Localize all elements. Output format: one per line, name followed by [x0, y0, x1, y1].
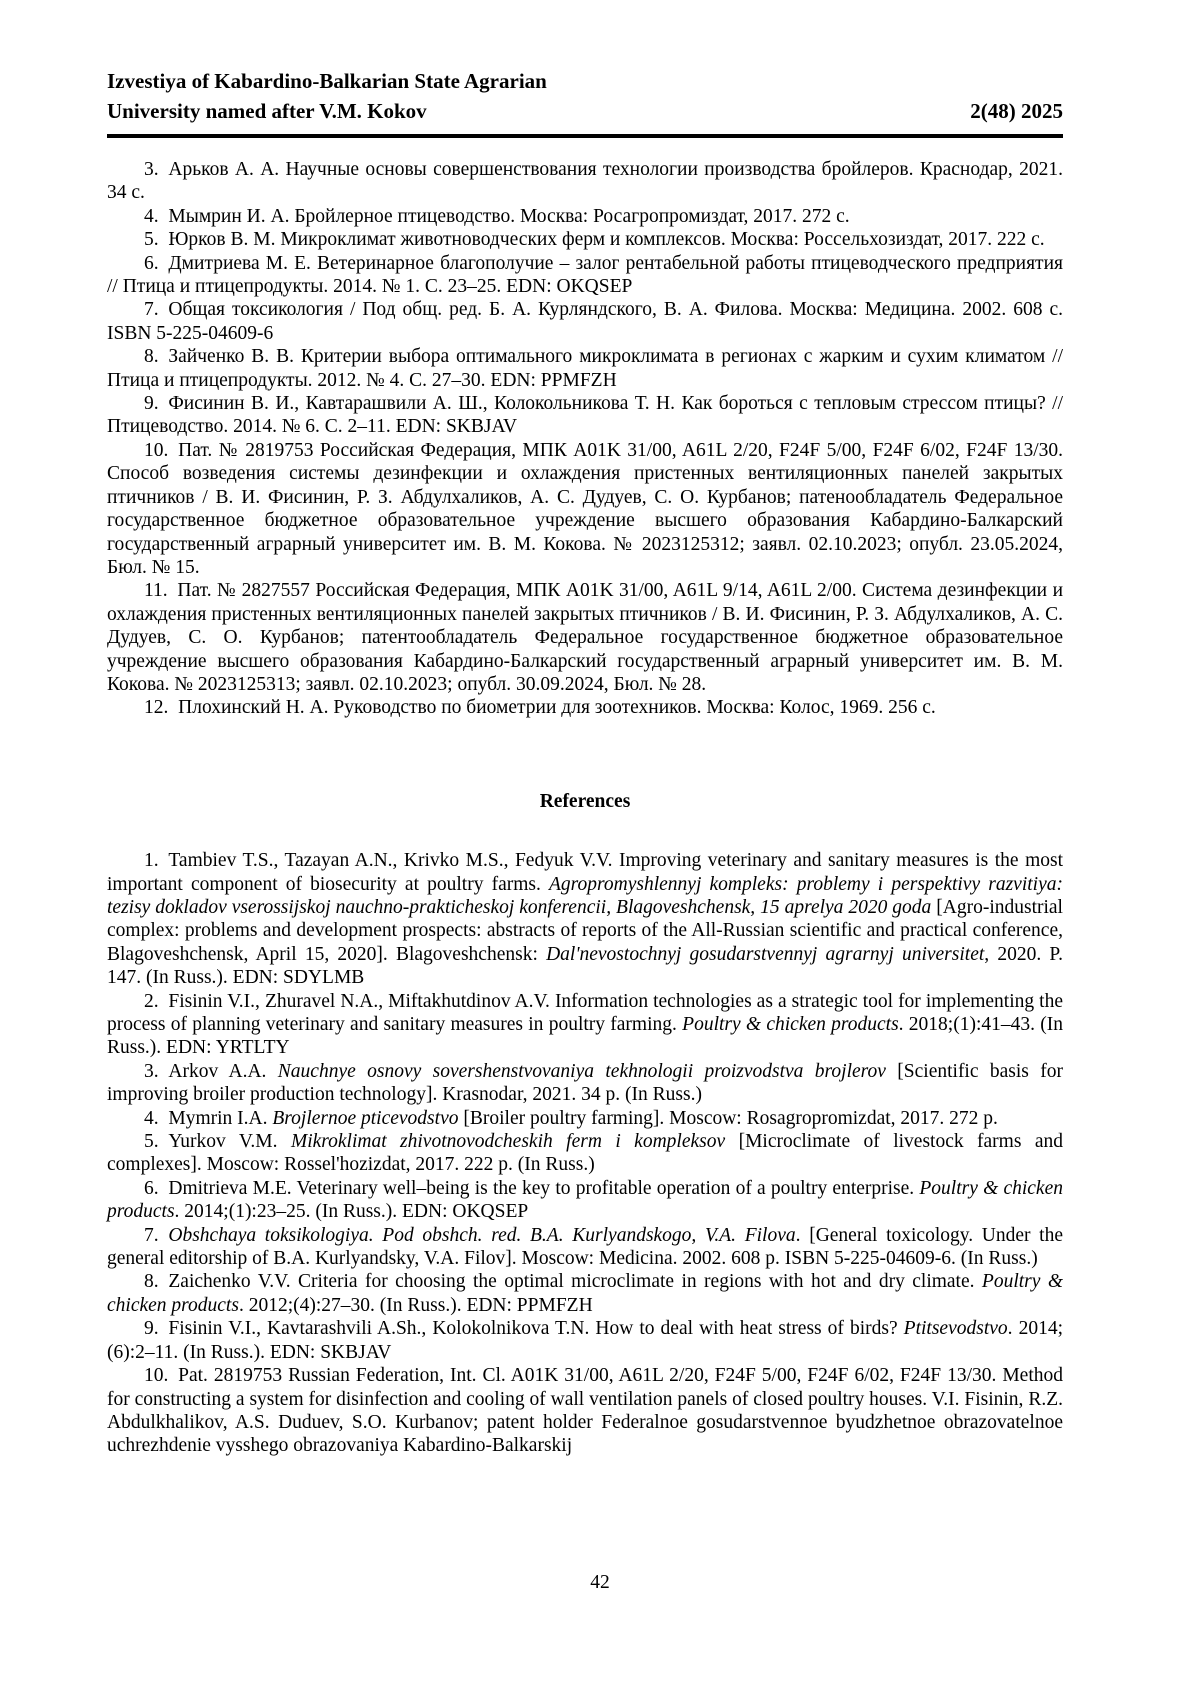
reference-number: 9.: [144, 1318, 169, 1340]
reference-text: . 2018;(1):41–43. (In Russ.). EDN: YRTLTY: [107, 1014, 1064, 1059]
reference-number: 5.: [144, 229, 169, 251]
reference-text: Зайченко В. В. Критерии выбора оптимального микроклимата в регионах с жарким и сухим климатом // Птица и птицепродукты. 2012. № 4. С. 27–30. EDN: PPMFZH: [107, 346, 1063, 391]
reference-text: Fisinin V.I., Zhuravel N.A., Miftakhutdinov A.V. Information technologies as a strategic tool for implementing the process of planning veterinary and sanitary measures in poultry farming.: [107, 990, 1063, 1035]
reference-text: [Broiler poultry farming]. Moscow: Rosagropromizdat, 2017. 272 p.: [458, 1107, 998, 1129]
reference-item: [107, 1130, 1063, 1177]
reference-item: [107, 1177, 1063, 1224]
reference-text: , 2020. P. 147. (In Russ.). EDN: SDYLMB: [107, 943, 1063, 989]
reference-text-italic: Dal'nevostochnyj gosudarstvennyj agrarnyj universitet: [546, 943, 985, 965]
reference-item: [107, 579, 1063, 696]
reference-item: [107, 1060, 1063, 1107]
reference-number: 5.: [144, 1131, 169, 1153]
reference-text: Mymrin I.A.: [168, 1107, 273, 1129]
reference-text: Tambiev T.S., Tazayan A.N., Krivko M.S., Fedyuk V.V. Improving veterinary and sanitary measures is the most important component of biosecurity at poultry farms.: [107, 850, 1063, 895]
reference-text-italic: Nauchnye osnovy sovershenstvovaniya tekhnologii proizvodstva brojlerov: [277, 1060, 886, 1082]
reference-text: Yurkov V.M.: [168, 1131, 291, 1153]
reference-text: Плохинский Н. А. Руководство по биометрии для зоотехников. Москва: Колос, 1969. 256 с.: [178, 697, 936, 719]
journal-title-line2: University named after V.M. Kokov: [107, 99, 427, 123]
reference-text: . 2012;(4):27–30. (In Russ.). EDN: PPMFZH: [238, 1294, 593, 1316]
reference-text: Фисинин В. И., Кавтарашвили А. Ш., Колокольникова Т. Н. Как бороться с тепловым стрессом птицы? // Птицеводство. 2014. № 6. С. 2–11. EDN: SKBJAV: [107, 393, 1063, 438]
reference-text: Zaichenko V.V. Criteria for choosing the optimal microclimate in regions with hot and dry climate.: [168, 1271, 982, 1293]
reference-text-italic: Poultry & chicken products: [107, 1271, 1063, 1316]
reference-number: 4.: [144, 205, 169, 227]
reference-item: [107, 392, 1063, 439]
reference-text: Общая токсикология / Под общ. ред. Б. А. Курляндского, В. А. Филова. Москва: Медицина. 2002. 608 с. ISBN 5-225-04609-6: [107, 299, 1063, 344]
reference-item: [107, 1364, 1063, 1458]
reference-text: Fisinin V.I., Kavtarashvili A.Sh., Kolokolnikova T.N. How to deal with heat stress of birds?: [168, 1318, 904, 1340]
reference-text: [Agro-industrial complex: problems and development prospects: abstracts of reports of the All-Russian scientific and practical conference, Blagoveshchensk, April 15, 2020]. Blagoveshchensk:: [107, 896, 1063, 965]
reference-text: Мымрин И. А. Бройлерное птицеводство. Москва: Росагропромиздат, 2017. 272 с.: [168, 205, 850, 227]
reference-text: Дмитриева М. Е. Ветеринарное благополучие – залог рентабельной работы птицеводческого предприятия // Птица и птицепродукты. 2014. № 1. С. 23–25. EDN: OKQSEP: [107, 252, 1063, 298]
reference-text: Пат. № 2819753 Российская Федерация, МПК A01K 31/00, A61L 2/20, F24F 5/00, F24F 6/02, F24F 13/30. Способ возведения системы дезинфекции и охлаждения пристенных вентиляционных панелей закрытых птичников / В. И. Фисинин, Р. З. Абдулхаликов, А. С. Дудуев, С. О. Курбанов; патенообладатель Федеральное государственное бюджетное образовательное учреждение высшего образования Кабардино-Балкарский государственный аграрный университет им. В. М. Кокова. № 2023125312; заявл. 02.10.2023; опубл. 23.05.2024, Бюл. № 15.: [107, 439, 1063, 578]
reference-text: . 2014;(1):23–25. (In Russ.). EDN: OKQSEP: [174, 1201, 529, 1223]
reference-text-italic: Poultry & chicken products: [107, 1177, 1063, 1223]
reference-text: [Scientific basis for improving broiler production technology]. Krasnodar, 2021. 34 p. (In Russ.): [107, 1060, 1063, 1106]
reference-item: [107, 205, 1063, 228]
page-header: [107, 66, 1063, 138]
reference-text: . 2014;(6):2–11. (In Russ.). EDN: SKBJAV: [107, 1318, 1063, 1363]
reference-text: . [General toxicology. Under the general editorship of B.A. Kurlyandsky, V.A. Filov]. Moscow: Medicina. 2002. 608 p. ISBN 5-225-04609-6. (In Russ.): [107, 1224, 1064, 1270]
reference-number: 6.: [144, 252, 169, 274]
issue-number: 2(48) 2025: [970, 99, 1063, 123]
reference-text-italic: Obshchaya toksikologiya. Pod obshch. red. B.A. Kurlyandskogo, V.A. Filova: [168, 1224, 796, 1246]
reference-item: [107, 1270, 1063, 1317]
reference-item: [107, 696, 1063, 719]
reference-item: [107, 990, 1063, 1060]
reference-text: [Microclimate of livestock farms and complexes]. Moscow: Rossel'hozizdat, 2017. 222 p. (In Russ.): [107, 1131, 1064, 1176]
reference-number: 9.: [144, 393, 169, 415]
reference-text: Pat. 2819753 Russian Federation, Int. Cl. A01K 31/00, A61L 2/20, F24F 5/00, F24F 6/02, F24F 13/30. Method for constructing a system for disinfection and cooling of wall ventilation panels of closed poultry houses. V.I. Fisinin, R.Z. Abdulkhalikov, A.S. Duduev, S.O. Kurbanov; patent holder Federalnoe gosudarstvennoe byudzhetnoe obrazovatelnoe uchrezhdenie vysshego obrazovaniya Kabardino-Balkarskij: [107, 1365, 1063, 1457]
reference-item: [107, 158, 1063, 205]
references-heading: References: [539, 790, 631, 812]
reference-text: Арьков А. А. Научные основы совершенствования технологии производства бройлеров. Краснодар, 2021. 34 с.: [107, 159, 1063, 204]
reference-text-italic: Poultry & chicken products: [682, 1014, 899, 1035]
reference-item: [107, 1107, 1063, 1130]
reference-number: 8.: [144, 346, 169, 368]
reference-number: 10.: [144, 439, 179, 461]
reference-item: [107, 298, 1063, 345]
reference-number: 12.: [144, 697, 179, 719]
reference-item: [107, 1317, 1063, 1364]
reference-item: [107, 252, 1063, 299]
reference-text: Arkov A.A.: [168, 1060, 278, 1082]
reference-text: Dmitrieva M.E. Veterinary well–being is the key to profitable operation of a poultry enterprise.: [168, 1177, 920, 1199]
reference-item: [107, 345, 1063, 392]
reference-text: Юрков В. М. Микроклимат животноводческих ферм и комплексов. Москва: Россельхозиздат, 2017. 222 с.: [168, 229, 1045, 251]
reference-number: 4.: [144, 1107, 169, 1129]
reference-number: 2.: [144, 990, 169, 1012]
reference-number: 7.: [144, 299, 169, 321]
reference-text-italic: Agropromyshlennyj kompleks: problemy i perspektivy razvitiya: tezisy dokladov vserossijskoj nauchno-prakticheskoj konferencii, Blagoveshchensk, 15 aprelya 2020 goda: [107, 873, 1063, 918]
page-body: [107, 158, 1063, 1458]
reference-number: 3.: [144, 159, 169, 180]
reference-number: 10.: [144, 1365, 179, 1387]
reference-item: [107, 1224, 1063, 1271]
reference-item: [107, 228, 1063, 251]
reference-text-italic: Brojlernoe pticevodstvo: [272, 1107, 459, 1129]
reference-number: 7.: [144, 1224, 169, 1246]
reference-number: 1.: [144, 850, 169, 872]
reference-item: [107, 439, 1063, 579]
reference-item: [107, 849, 1063, 989]
journal-title-line1: Izvestiya of Kabardino-Balkarian State Agrarian: [107, 69, 547, 93]
reference-text: Пат. № 2827557 Российская Федерация, МПК A01K 31/00, A61L 9/14, A61L 2/00. Система дезинфекции и охлаждения пристенных вентиляционных панелей закрытых птичников / В. И. Фисинин, Р. З. Абдулхаликов, А. С. Дудуев, С. О. Курбанов; патентообладатель Федеральное государственное бюджетное образовательное учреждение высшего образования Кабардино-Балкарский государственный аграрный университет им. В. М. Кокова. № 2023125313; заявл. 02.10.2023; опубл. 30.09.2024, Бюл. № 28.: [107, 580, 1063, 695]
reference-text-italic: Mikroklimat zhivotnovodcheskih ferm i kompleksov: [290, 1131, 726, 1153]
reference-number: 11.: [144, 580, 178, 602]
english-references-list: [107, 849, 1063, 1458]
reference-number: 6.: [144, 1177, 169, 1199]
page-footer: [0, 1572, 1200, 1594]
reference-number: 3.: [144, 1060, 169, 1082]
header-divider: [107, 134, 1063, 138]
page-number: 42: [590, 1572, 610, 1593]
reference-text-italic: Ptitsevodstvo: [903, 1318, 1008, 1340]
russian-references-list: [107, 158, 1063, 720]
reference-number: 8.: [144, 1271, 169, 1293]
